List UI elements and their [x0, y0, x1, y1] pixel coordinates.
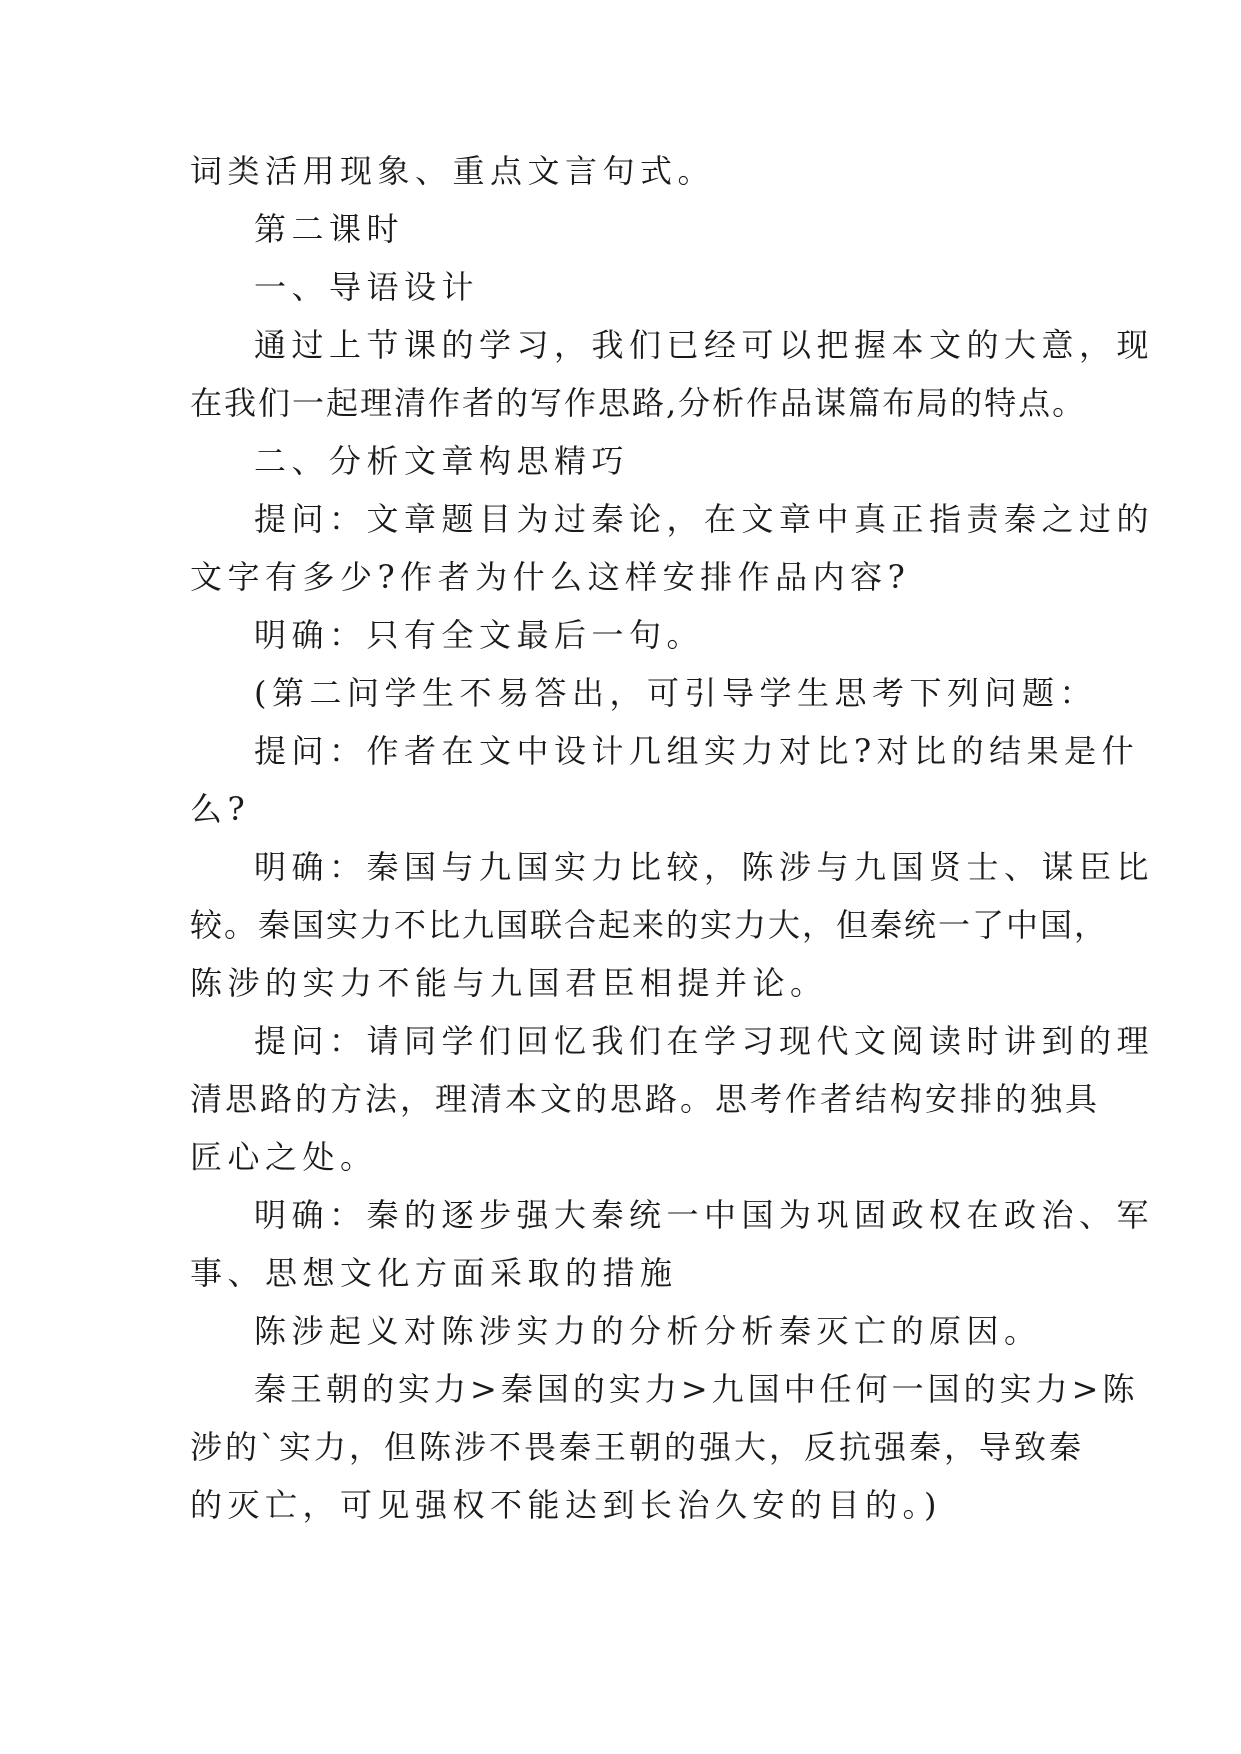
body-line: 提问：文章题目为过秦论，在文章中真正指责秦之过的	[254, 500, 1155, 538]
body-line: 在我们一起理清作者的写作思路,分析作品谋篇布局的特点。	[190, 384, 1087, 422]
body-line: 明确：秦国与九国实力比较，陈涉与九国贤士、谋臣比	[254, 848, 1155, 886]
body-line: 提问：作者在文中设计几组实力对比?对比的结果是什	[254, 732, 1140, 770]
body-line: 秦王朝的实力>秦国的实力>九国中任何一国的实力>陈	[254, 1370, 1139, 1408]
body-line: 明确：秦的逐步强大秦统一中国为巩固政权在政治、军	[254, 1196, 1155, 1234]
body-line: 涉的`实力，但陈涉不畏秦王朝的强大，反抗强秦，导致秦	[190, 1428, 1085, 1466]
body-line: 么?	[190, 790, 251, 828]
body-line: 通过上节课的学习，我们已经可以把握本文的大意，现	[254, 326, 1155, 364]
body-line: 的灭亡，可见强权不能达到长治久安的目的。)	[190, 1486, 942, 1524]
body-line: 陈涉的实力不能与九国君臣相提并论。	[190, 964, 828, 1002]
body-line: 词类活用现象、重点文言句式。	[190, 152, 716, 190]
body-line: 明确：只有全文最后一句。	[254, 616, 705, 654]
section-title: 第二课时	[254, 210, 405, 248]
body-line: 提问：请同学们回忆我们在学习现代文阅读时讲到的理	[254, 1022, 1155, 1060]
body-line: (第二问学生不易答出，可引导学生思考下列问题：	[254, 674, 1097, 712]
body-line: 清思路的方法，理清本文的思路。思考作者结构安排的独具	[190, 1080, 1101, 1118]
section-heading: 二、分析文章构思精巧	[254, 442, 630, 480]
body-line: 陈涉起义对陈涉实力的分析分析秦灭亡的原因。	[254, 1312, 1042, 1350]
body-line: 事、思想文化方面采取的措施	[190, 1254, 678, 1292]
body-line: 文字有多少?作者为什么这样安排作品内容?	[190, 558, 911, 596]
body-line: 较。秦国实力不比九国联合起来的实力大，但秦统一了中国，	[190, 906, 1109, 944]
body-line: 匠心之处。	[190, 1138, 378, 1176]
section-heading: 一、导语设计	[254, 268, 480, 306]
